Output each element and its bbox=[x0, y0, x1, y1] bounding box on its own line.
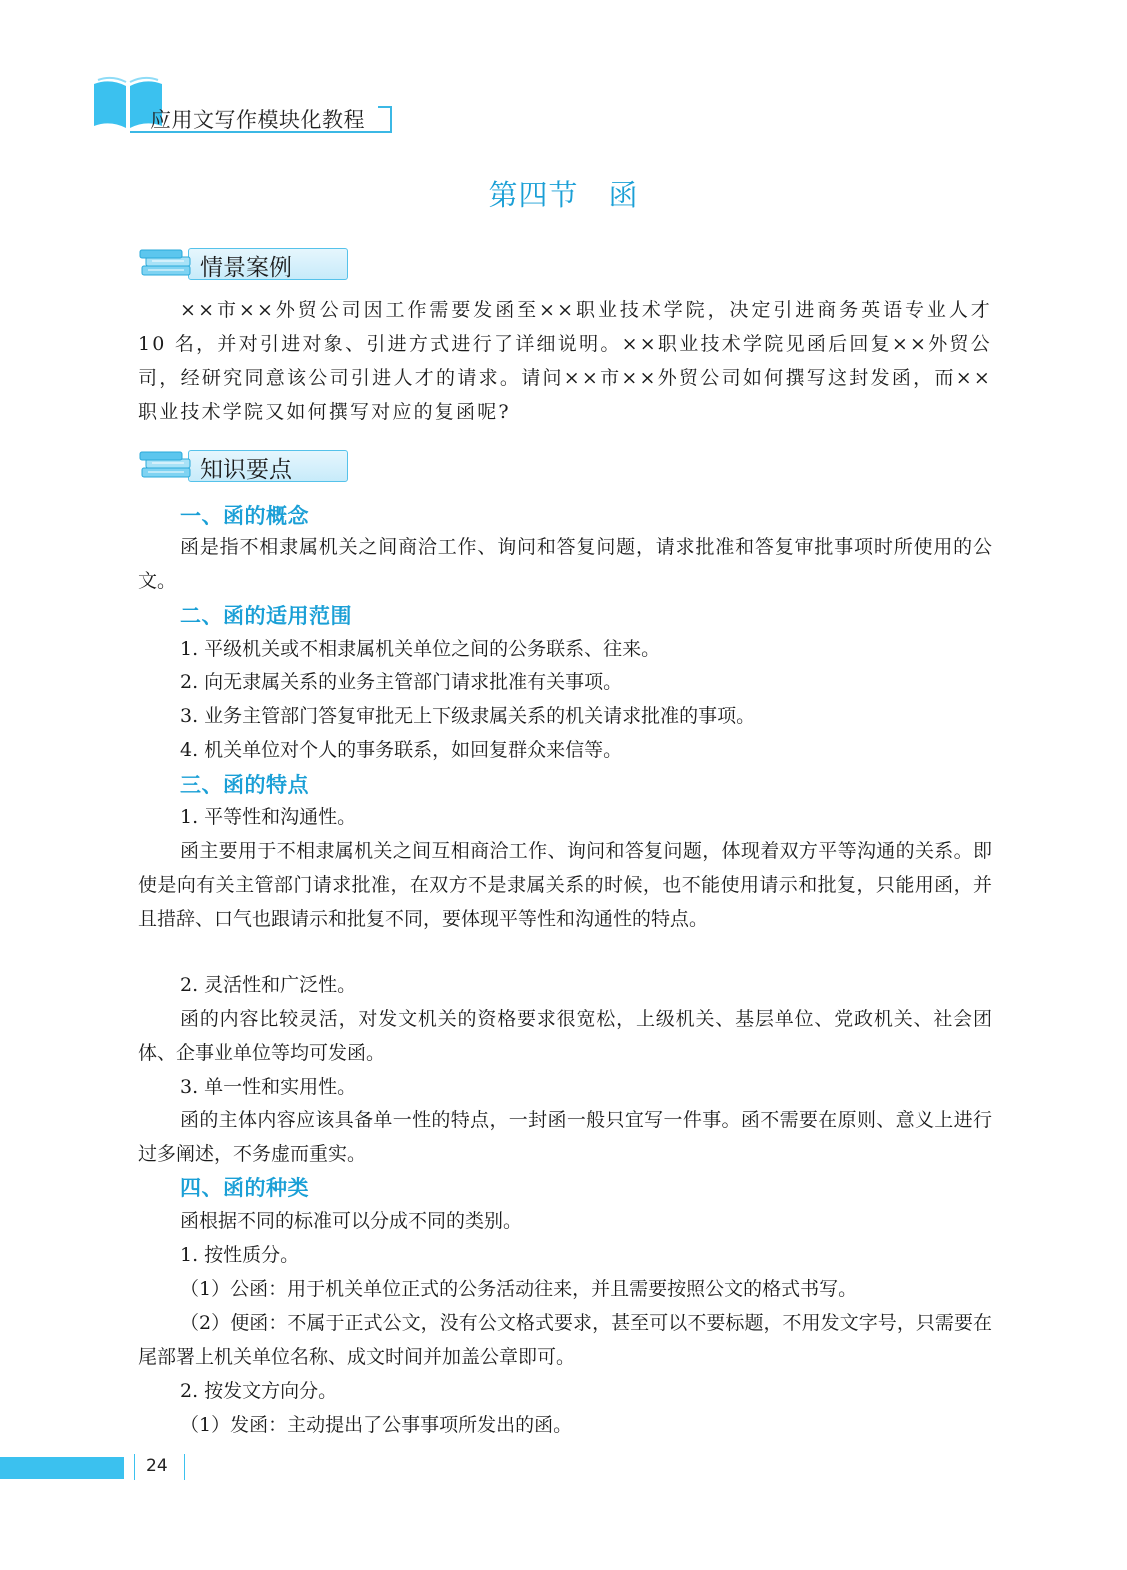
scope-item: 4. 机关单位对个人的事务联系，如回复群众来信等。 bbox=[180, 739, 623, 761]
case-paragraph: ××市××外贸公司因工作需要发函至××职业技术学院，决定引进商务英语专业人才 10 名，并对引进对象、引进方式进行了详细说明。××职业技术学院见函后回复××外贸公司，经研究同意该公司引进人才的请求。请问××市××外贸公司如何撰写这封发函，而××职业技术学院又如何撰写对应的复函呢? bbox=[138, 299, 992, 423]
heading-features: 三、函的特点 bbox=[180, 773, 309, 797]
feature-body: 函的内容比较灵活，对发文机关的资格要求很宽松，上级机关、基层单位、党政机关、社会团体、企事业单位等均可发函。 bbox=[138, 1008, 992, 1064]
types-intro: 函根据不同的标准可以分成不同的类别。 bbox=[180, 1210, 523, 1232]
types-title: 2. 按发文方向分。 bbox=[180, 1380, 338, 1402]
heading-scope: 二、函的适用范围 bbox=[180, 604, 352, 628]
books-stack-icon bbox=[138, 450, 198, 482]
scope-item: 3. 业务主管部门答复审批无上下级隶属关系的机关请求批准的事项。 bbox=[180, 705, 756, 727]
feature-body: 函主要用于不相隶属机关之间互相商洽工作、询问和答复问题，体现着双方平等沟通的关系。即使是向有关主管部门请求批准，在双方不是隶属关系的时候，也不能使用请示和批复，只能用函，并且措辞、口气也跟请示和批复不同，要体现平等性和沟通性的特点。 bbox=[138, 840, 992, 930]
running-title: 应用文写作模块化教程 bbox=[150, 108, 365, 132]
section-number: 第四节 bbox=[488, 178, 579, 212]
heading-concept: 一、函的概念 bbox=[180, 504, 309, 528]
types-item: （2）便函：不属于正式公文，没有公文格式要求，甚至可以不要标题，不用发文字号，只需要在尾部署上机关单位名称、成文时间并加盖公章即可。 bbox=[138, 1312, 992, 1368]
feature-title: 1. 平等性和沟通性。 bbox=[180, 806, 357, 828]
page-number: 24 bbox=[146, 1456, 168, 1476]
scope-item: 2. 向无隶属关系的业务主管部门请求批准有关事项。 bbox=[180, 671, 623, 693]
footer-bar bbox=[0, 1457, 124, 1479]
header-hook-ornament bbox=[378, 106, 392, 132]
feature-body: 函的主体内容应该具备单一性的特点，一封函一般只宜写一件事。函不需要在原则、意义上进行过多阐述，不务虚而重实。 bbox=[138, 1109, 992, 1165]
types-title: 1. 按性质分。 bbox=[180, 1244, 300, 1266]
section-title bbox=[0, 173, 1127, 214]
section-name: 函 bbox=[608, 178, 639, 212]
heading-types: 四、函的种类 bbox=[180, 1176, 309, 1200]
feature-title: 3. 单一性和实用性。 bbox=[180, 1076, 357, 1098]
knowledge-tag bbox=[138, 450, 358, 484]
types-item: （1）发函：主动提出了公事事项所发出的函。 bbox=[180, 1414, 573, 1436]
types-item: （1）公函：用于机关单位正式的公务活动往来，并且需要按照公文的格式书写。 bbox=[180, 1278, 858, 1300]
books-stack-icon bbox=[138, 248, 198, 280]
case-tag bbox=[138, 248, 358, 282]
footer-divider bbox=[134, 1454, 135, 1480]
tag-label: 知识要点 bbox=[200, 457, 292, 483]
footer-divider bbox=[184, 1454, 185, 1480]
tag-label: 情景案例 bbox=[200, 255, 292, 281]
concept-paragraph: 函是指不相隶属机关之间商洽工作、询问和答复问题，请求批准和答复审批事项时所使用的公文。 bbox=[138, 536, 992, 592]
scope-item: 1. 平级机关或不相隶属机关单位之间的公务联系、往来。 bbox=[180, 638, 661, 660]
feature-title: 2. 灵活性和广泛性。 bbox=[180, 974, 357, 996]
